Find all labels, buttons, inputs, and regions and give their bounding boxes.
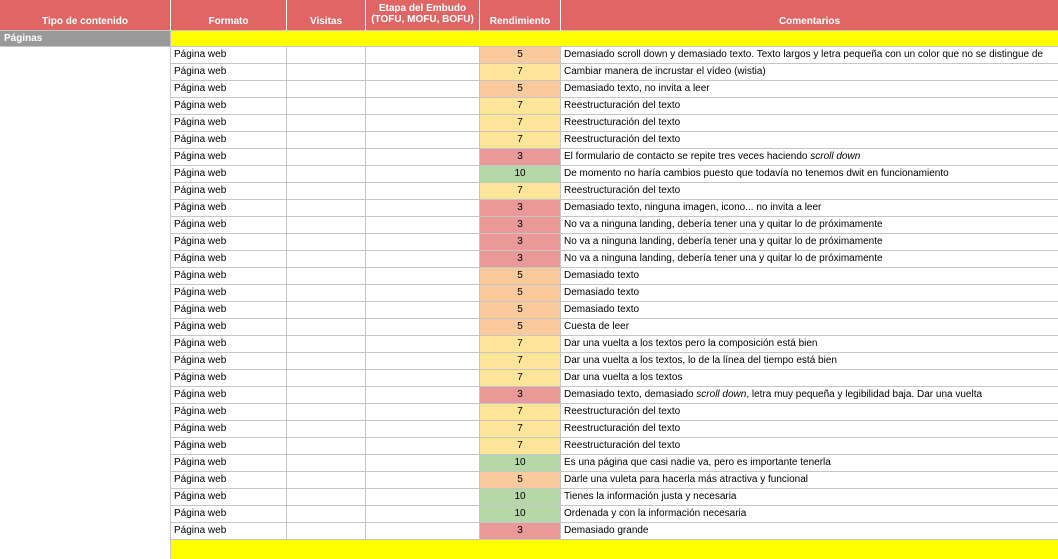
cell-rendimiento[interactable]: 7 — [480, 353, 561, 370]
cell-visitas[interactable] — [287, 404, 366, 421]
table-row — [0, 302, 1058, 319]
comment-text: Dar una vuelta a los textos pero la composición está bien — [564, 338, 818, 349]
cell-formato[interactable]: Página web — [171, 98, 287, 115]
comment-text: Demasiado texto — [564, 270, 640, 281]
cell-rendimiento[interactable]: 7 — [480, 438, 561, 455]
comment-text: Reestructuración del texto — [564, 185, 681, 196]
cell-formato[interactable]: Página web — [171, 285, 287, 302]
header-etapa-del-embudo[interactable] — [366, 0, 480, 31]
cell-rendimiento[interactable]: 10 — [480, 506, 561, 523]
cell-tipo-de-contenido[interactable] — [0, 489, 171, 506]
cell-etapa[interactable] — [366, 166, 480, 183]
cell-visitas[interactable] — [287, 319, 366, 336]
cell-comentario[interactable] — [561, 353, 1058, 370]
comment-text-after: , letra muy pequeña y legibilidad baja. Dar una vuelta — [746, 389, 983, 400]
table-row — [0, 217, 1058, 234]
table-row — [0, 251, 1058, 268]
cell-formato[interactable]: Página web — [171, 81, 287, 98]
cell-formato[interactable]: Página web — [171, 64, 287, 81]
cell-etapa[interactable] — [366, 353, 480, 370]
table-row — [0, 472, 1058, 489]
cell-visitas[interactable] — [287, 302, 366, 319]
table-row — [0, 200, 1058, 217]
cell-comentario[interactable] — [561, 115, 1058, 132]
comment-text: Demasiado texto, ninguna imagen, icono... no invita a leer — [564, 202, 822, 213]
cell-rendimiento[interactable]: 3 — [480, 387, 561, 404]
table-row — [0, 506, 1058, 523]
cell-etapa[interactable] — [366, 115, 480, 132]
cell-tipo-de-contenido[interactable] — [0, 64, 171, 81]
comment-text: Dar una vuelta a los textos — [564, 372, 683, 383]
cell-visitas[interactable] — [287, 149, 366, 166]
cell-etapa[interactable] — [366, 336, 480, 353]
cell-etapa[interactable] — [366, 98, 480, 115]
header-etapa-line2: (TOFU, MOFU, BOFU) — [371, 14, 474, 25]
cell-tipo-de-contenido[interactable] — [0, 47, 171, 64]
cell-visitas[interactable] — [287, 217, 366, 234]
cell-formato[interactable]: Página web — [171, 166, 287, 183]
cell-formato[interactable]: Página web — [171, 455, 287, 472]
cell-tipo-de-contenido[interactable] — [0, 319, 171, 336]
table-row — [0, 404, 1058, 421]
comment-text: Reestructuración del texto — [564, 117, 681, 128]
cell-visitas[interactable] — [287, 370, 366, 387]
table-row — [0, 234, 1058, 251]
cell-comentario[interactable] — [561, 47, 1058, 64]
cell-rendimiento[interactable]: 3 — [480, 200, 561, 217]
cell-comentario[interactable] — [561, 251, 1058, 268]
cell-etapa[interactable] — [366, 64, 480, 81]
cell-comentario[interactable] — [561, 421, 1058, 438]
cell-visitas[interactable] — [287, 421, 366, 438]
comment-italic-text: scroll down — [810, 151, 861, 162]
cell-visitas[interactable] — [287, 285, 366, 302]
header-rendimiento[interactable]: Rendimiento — [480, 0, 561, 31]
cell-comentario[interactable] — [561, 319, 1058, 336]
cell-etapa[interactable] — [366, 387, 480, 404]
cell-comentario[interactable] — [561, 98, 1058, 115]
cell-rendimiento[interactable]: 7 — [480, 370, 561, 387]
cell-formato[interactable]: Página web — [171, 115, 287, 132]
cell-rendimiento[interactable]: 7 — [480, 115, 561, 132]
cell-rendimiento[interactable]: 7 — [480, 336, 561, 353]
table-row — [0, 370, 1058, 387]
cell-comentario[interactable] — [561, 234, 1058, 251]
cell-formato[interactable]: Página web — [171, 523, 287, 540]
cell-tipo-de-contenido[interactable] — [0, 251, 171, 268]
comment-text: Dar una vuelta a los textos, lo de la línea del tiempo está bien — [564, 355, 837, 366]
comment-text: Demasiado texto, demasiado — [564, 389, 697, 400]
cell-formato[interactable]: Página web — [171, 421, 287, 438]
cell-formato[interactable]: Página web — [171, 387, 287, 404]
cell-rendimiento[interactable]: 3 — [480, 149, 561, 166]
cell-etapa[interactable] — [366, 251, 480, 268]
table-row — [0, 319, 1058, 336]
cell-comentario[interactable] — [561, 285, 1058, 302]
cell-visitas[interactable] — [287, 98, 366, 115]
cell-tipo-de-contenido[interactable] — [0, 506, 171, 523]
cell-comentario[interactable] — [561, 455, 1058, 472]
comment-italic-text: scroll down — [696, 389, 747, 400]
comment-text: Reestructuración del texto — [564, 100, 681, 111]
table-row — [0, 149, 1058, 166]
cell-tipo-de-contenido[interactable] — [0, 336, 171, 353]
cell-comentario[interactable] — [561, 302, 1058, 319]
table-row — [0, 336, 1058, 353]
cell-etapa[interactable] — [366, 370, 480, 387]
cell-visitas[interactable] — [287, 387, 366, 404]
cell-tipo-de-contenido[interactable] — [0, 353, 171, 370]
cell-visitas[interactable] — [287, 268, 366, 285]
section-label-paginas[interactable]: Páginas — [0, 31, 171, 47]
cell-rendimiento[interactable]: 3 — [480, 523, 561, 540]
cell-comentario[interactable] — [561, 438, 1058, 455]
header-formato[interactable]: Formato — [171, 0, 287, 31]
cell-tipo-de-contenido[interactable] — [0, 200, 171, 217]
cell-formato[interactable]: Página web — [171, 438, 287, 455]
table-row — [0, 64, 1058, 81]
cell-visitas[interactable] — [287, 115, 366, 132]
cell-comentario[interactable] — [561, 336, 1058, 353]
comment-text: No va a ninguna landing, debería tener una y quitar lo de próximamente — [564, 253, 883, 264]
cell-rendimiento[interactable]: 5 — [480, 268, 561, 285]
cell-formato[interactable]: Página web — [171, 47, 287, 64]
cell-etapa[interactable] — [366, 506, 480, 523]
cell-comentario[interactable] — [561, 472, 1058, 489]
comment-text: Demasiado scroll down y demasiado texto. Texto largos y letra pequeña con un color que no se distingue de — [564, 49, 1043, 60]
cell-etapa[interactable] — [366, 404, 480, 421]
cell-tipo-de-contenido[interactable] — [0, 387, 171, 404]
footer-row — [0, 540, 1058, 559]
table-row — [0, 98, 1058, 115]
section-row — [0, 31, 1058, 47]
cell-etapa[interactable] — [366, 234, 480, 251]
table-row — [0, 438, 1058, 455]
cell-rendimiento[interactable]: 3 — [480, 217, 561, 234]
cell-visitas[interactable] — [287, 353, 366, 370]
cell-comentario[interactable] — [561, 81, 1058, 98]
cell-visitas[interactable] — [287, 234, 366, 251]
comment-text: Darle una vuleta para hacerla más atractiva y funcional — [564, 474, 809, 485]
cell-visitas[interactable] — [287, 336, 366, 353]
comment-text: De momento no haría cambios puesto que todavía no tenemos dwit en funcionamiento — [564, 168, 949, 179]
table-row — [0, 47, 1058, 64]
cell-rendimiento[interactable]: 7 — [480, 183, 561, 200]
cell-rendimiento[interactable]: 5 — [480, 472, 561, 489]
cell-formato[interactable]: Página web — [171, 200, 287, 217]
table-row — [0, 489, 1058, 506]
cell-visitas[interactable] — [287, 455, 366, 472]
header-visitas[interactable]: Visitas — [287, 0, 366, 31]
cell-etapa[interactable] — [366, 489, 480, 506]
cell-formato[interactable]: Página web — [171, 353, 287, 370]
cell-rendimiento[interactable]: 7 — [480, 64, 561, 81]
cell-formato[interactable]: Página web — [171, 217, 287, 234]
comment-text: Cambiar manera de incrustar el vídeo (wistia) — [564, 66, 766, 77]
cell-formato[interactable]: Página web — [171, 183, 287, 200]
cell-formato[interactable]: Página web — [171, 404, 287, 421]
cell-visitas[interactable] — [287, 47, 366, 64]
cell-etapa[interactable] — [366, 200, 480, 217]
cell-etapa[interactable] — [366, 183, 480, 200]
cell-comentario[interactable] — [561, 217, 1058, 234]
table-row — [0, 115, 1058, 132]
cell-comentario[interactable] — [561, 523, 1058, 540]
cell-rendimiento[interactable]: 5 — [480, 81, 561, 98]
cell-formato[interactable]: Página web — [171, 302, 287, 319]
cell-etapa[interactable] — [366, 132, 480, 149]
cell-rendimiento[interactable]: 3 — [480, 234, 561, 251]
cell-rendimiento[interactable]: 7 — [480, 132, 561, 149]
comment-text: Reestructuración del texto — [564, 440, 681, 451]
cell-visitas[interactable] — [287, 200, 366, 217]
cell-visitas[interactable] — [287, 64, 366, 81]
cell-formato[interactable]: Página web — [171, 268, 287, 285]
cell-tipo-de-contenido[interactable] — [0, 455, 171, 472]
cell-tipo-de-contenido[interactable] — [0, 98, 171, 115]
cell-visitas[interactable] — [287, 251, 366, 268]
cell-formato[interactable]: Página web — [171, 489, 287, 506]
cell-formato[interactable]: Página web — [171, 370, 287, 387]
cell-formato[interactable]: Página web — [171, 251, 287, 268]
cell-etapa[interactable] — [366, 421, 480, 438]
comment-text: Reestructuración del texto — [564, 134, 681, 145]
cell-tipo-de-contenido[interactable] — [0, 268, 171, 285]
cell-rendimiento[interactable]: 7 — [480, 404, 561, 421]
cell-etapa[interactable] — [366, 285, 480, 302]
cell-tipo-de-contenido[interactable] — [0, 115, 171, 132]
cell-rendimiento[interactable]: 10 — [480, 489, 561, 506]
cell-tipo-de-contenido[interactable] — [0, 149, 171, 166]
cell-etapa[interactable] — [366, 523, 480, 540]
cell-comentario[interactable] — [561, 506, 1058, 523]
cell-tipo-de-contenido[interactable] — [0, 234, 171, 251]
cell-etapa[interactable] — [366, 319, 480, 336]
cell-tipo-de-contenido[interactable] — [0, 132, 171, 149]
comment-text: Reestructuración del texto — [564, 423, 681, 434]
comment-text: Es una página que casi nadie va, pero es importante tenerla — [564, 457, 831, 468]
section-highlight[interactable] — [171, 31, 1058, 47]
cell-rendimiento[interactable]: 7 — [480, 98, 561, 115]
cell-etapa[interactable] — [366, 302, 480, 319]
cell-rendimiento[interactable]: 5 — [480, 285, 561, 302]
table-row — [0, 183, 1058, 200]
cell-comentario[interactable] — [561, 404, 1058, 421]
cell-visitas[interactable] — [287, 166, 366, 183]
cell-etapa[interactable] — [366, 81, 480, 98]
cell-tipo-de-contenido[interactable] — [0, 438, 171, 455]
header-tipo-de-contenido[interactable]: Tipo de contenido — [0, 0, 171, 31]
cell-comentario[interactable] — [561, 166, 1058, 183]
cell-etapa[interactable] — [366, 472, 480, 489]
cell-comentario[interactable] — [561, 387, 1058, 404]
cell-comentario[interactable] — [561, 149, 1058, 166]
cell-rendimiento[interactable]: 10 — [480, 166, 561, 183]
footer-highlight[interactable] — [171, 540, 1058, 559]
comment-text: El formulario de contacto se repite tres veces haciendo — [564, 151, 811, 162]
cell-formato[interactable]: Página web — [171, 336, 287, 353]
comment-text: No va a ninguna landing, debería tener una y quitar lo de próximamente — [564, 219, 883, 230]
cell-visitas[interactable] — [287, 81, 366, 98]
header-row — [0, 0, 1058, 31]
comment-text: Demasiado texto, no invita a leer — [564, 83, 710, 94]
comment-text: Demasiado texto — [564, 304, 640, 315]
cell-formato[interactable]: Página web — [171, 132, 287, 149]
header-etapa-line1: Etapa del Embudo — [378, 3, 467, 14]
cell-tipo-de-contenido[interactable] — [0, 302, 171, 319]
cell-etapa[interactable] — [366, 47, 480, 64]
table-row — [0, 268, 1058, 285]
cell-tipo-de-contenido[interactable] — [0, 166, 171, 183]
cell-comentario[interactable] — [561, 370, 1058, 387]
cell-etapa[interactable] — [366, 455, 480, 472]
footer-cell-blank[interactable] — [0, 540, 171, 559]
comment-text: No va a ninguna landing, debería tener una y quitar lo de próximamente — [564, 236, 883, 247]
cell-tipo-de-contenido[interactable] — [0, 183, 171, 200]
comment-text: Reestructuración del texto — [564, 406, 681, 417]
cell-visitas[interactable] — [287, 506, 366, 523]
cell-formato[interactable]: Página web — [171, 472, 287, 489]
cell-tipo-de-contenido[interactable] — [0, 404, 171, 421]
cell-visitas[interactable] — [287, 523, 366, 540]
header-comentarios[interactable]: Comentarios — [561, 0, 1058, 31]
cell-formato[interactable]: Página web — [171, 319, 287, 336]
table-row — [0, 81, 1058, 98]
cell-etapa[interactable] — [366, 217, 480, 234]
comment-text: Cuesta de leer — [564, 321, 630, 332]
cell-rendimiento[interactable]: 7 — [480, 421, 561, 438]
table-row — [0, 421, 1058, 438]
cell-rendimiento[interactable]: 5 — [480, 302, 561, 319]
cell-tipo-de-contenido[interactable] — [0, 421, 171, 438]
cell-comentario[interactable] — [561, 489, 1058, 506]
cell-tipo-de-contenido[interactable] — [0, 370, 171, 387]
table-row — [0, 285, 1058, 302]
table-row — [0, 166, 1058, 183]
cell-tipo-de-contenido[interactable] — [0, 523, 171, 540]
cell-rendimiento[interactable]: 5 — [480, 47, 561, 64]
cell-comentario[interactable] — [561, 132, 1058, 149]
cell-tipo-de-contenido[interactable] — [0, 81, 171, 98]
cell-etapa[interactable] — [366, 149, 480, 166]
cell-visitas[interactable] — [287, 438, 366, 455]
table-row — [0, 455, 1058, 472]
cell-tipo-de-contenido[interactable] — [0, 472, 171, 489]
table-row — [0, 132, 1058, 149]
cell-rendimiento[interactable]: 10 — [480, 455, 561, 472]
cell-tipo-de-contenido[interactable] — [0, 285, 171, 302]
comment-text: Tienes la información justa y necesaria — [564, 491, 737, 502]
comment-text: Ordenada y con la información necesaria — [564, 508, 747, 519]
cell-visitas[interactable] — [287, 472, 366, 489]
cell-visitas[interactable] — [287, 183, 366, 200]
cell-comentario[interactable] — [561, 183, 1058, 200]
table-row — [0, 353, 1058, 370]
cell-formato[interactable]: Página web — [171, 149, 287, 166]
table-row — [0, 387, 1058, 404]
cell-rendimiento[interactable]: 5 — [480, 319, 561, 336]
cell-tipo-de-contenido[interactable] — [0, 217, 171, 234]
cell-etapa[interactable] — [366, 268, 480, 285]
cell-rendimiento[interactable]: 3 — [480, 251, 561, 268]
comment-text: Demasiado texto — [564, 287, 640, 298]
comment-text: Demasiado grande — [564, 525, 649, 536]
cell-comentario[interactable] — [561, 200, 1058, 217]
cell-visitas[interactable] — [287, 489, 366, 506]
cell-formato[interactable]: Página web — [171, 234, 287, 251]
cell-comentario[interactable] — [561, 64, 1058, 81]
table-row — [0, 523, 1058, 540]
cell-etapa[interactable] — [366, 438, 480, 455]
cell-visitas[interactable] — [287, 132, 366, 149]
cell-comentario[interactable] — [561, 268, 1058, 285]
cell-formato[interactable]: Página web — [171, 506, 287, 523]
